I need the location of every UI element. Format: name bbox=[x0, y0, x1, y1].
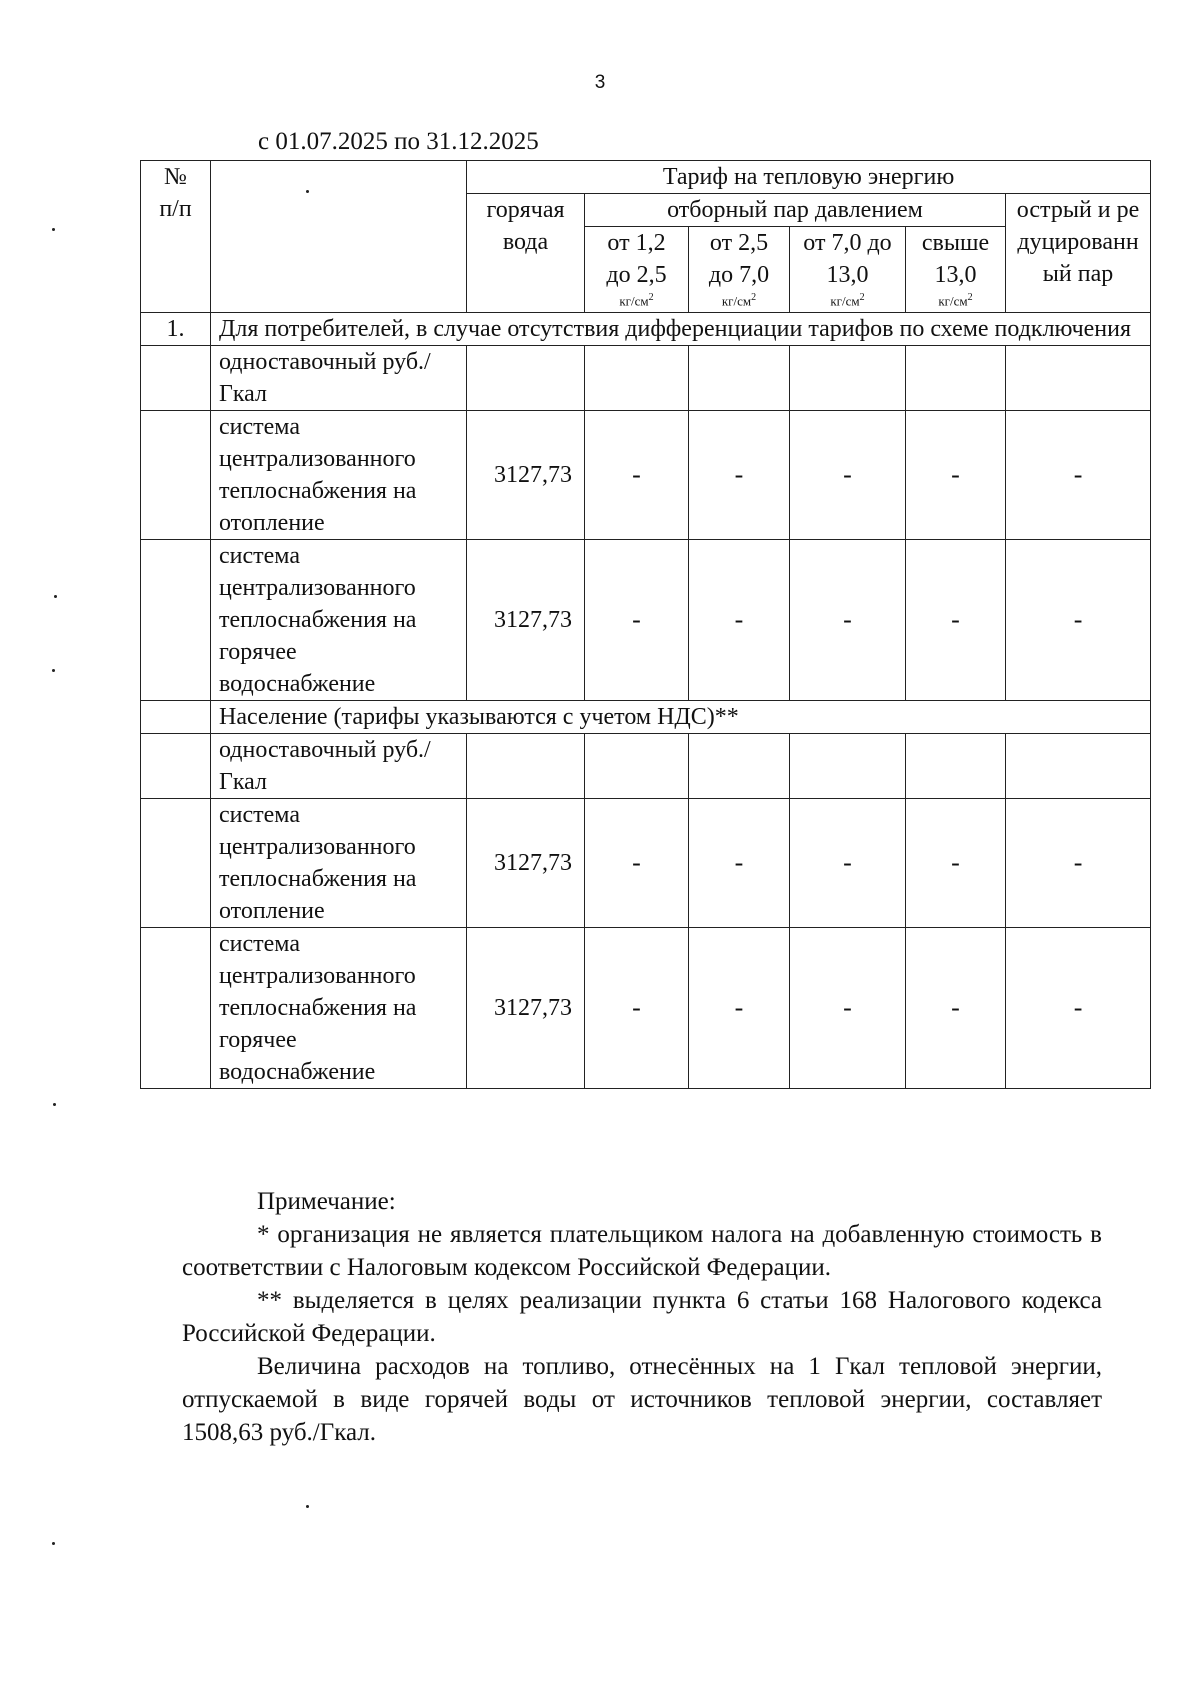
section2-title: Население (тарифы указываются с учетом НДС)** bbox=[211, 701, 1151, 734]
pressure-header-2: от 2,5 до 7,0 $кг/см^2$ bbox=[689, 227, 790, 313]
scan-speck bbox=[306, 190, 309, 193]
table-row bbox=[141, 540, 1151, 701]
hot-water-value: 3127,73 bbox=[467, 411, 585, 540]
hot-water-header: горячая вода bbox=[467, 194, 585, 313]
acute-value: - bbox=[1006, 799, 1151, 928]
scan-speck bbox=[54, 595, 57, 598]
page-number: 3 bbox=[594, 72, 606, 93]
p4-value: - bbox=[906, 928, 1006, 1089]
extraction-steam-header: отборный пар давлением bbox=[585, 194, 1006, 227]
header-row-1 bbox=[141, 161, 1151, 194]
note-2: ** выделяется в целях реализации пункта 6 статьи 168 Налогового кодекса Российской Федерации. bbox=[182, 1287, 1102, 1347]
tariff-group-header: Тариф на тепловую энергию bbox=[467, 161, 1151, 194]
row-label: система централизованного теплоснабжения на горячее водоснабжение bbox=[211, 540, 467, 701]
p2-value: - bbox=[689, 411, 790, 540]
scan-speck bbox=[52, 1542, 55, 1545]
note-1: * организация не является плательщиком налога на добавленную стоимость в соответствии с Налоговым кодексом Российской Федерации. bbox=[182, 1221, 1102, 1281]
p3-value: - bbox=[790, 799, 906, 928]
table-row bbox=[141, 928, 1151, 1089]
p2-value: - bbox=[689, 799, 790, 928]
pressure-header-4: свыше 13,0 $кг/см^2$ bbox=[906, 227, 1006, 313]
row-label: система централизованного теплоснабжения на горячее водоснабжение bbox=[211, 928, 467, 1089]
table-row bbox=[141, 411, 1151, 540]
p1-value: - bbox=[585, 799, 689, 928]
pressure-header-3: от 7,0 до 13,0 $кг/см^2$ bbox=[790, 227, 906, 313]
pressure-header-1: от 1,2 до 2,5 $кг/см^2$ bbox=[585, 227, 689, 313]
acute-value: - bbox=[1006, 928, 1151, 1089]
p3-value: - bbox=[790, 411, 906, 540]
section2-rate-row bbox=[141, 734, 1151, 799]
p1-value: - bbox=[585, 540, 689, 701]
section2-title-row bbox=[141, 701, 1151, 734]
p1-value: - bbox=[585, 411, 689, 540]
acute-value: - bbox=[1006, 411, 1151, 540]
table-row bbox=[141, 799, 1151, 928]
section1-number: 1. bbox=[141, 313, 211, 346]
section1-rate-row bbox=[141, 346, 1151, 411]
p3-value: - bbox=[790, 540, 906, 701]
row-label: система централизованного теплоснабжения на отопление bbox=[211, 411, 467, 540]
acute-value: - bbox=[1006, 540, 1151, 701]
p4-value: - bbox=[906, 540, 1006, 701]
tariff-table bbox=[140, 160, 1151, 1089]
number-header: № п/п bbox=[141, 161, 211, 313]
fuel-cost-note: Величина расходов на топливо, отнесённых на 1 Гкал тепловой энергии, отпускаемой в виде горячей воды от источников тепловой энергии, составляет 1508,63 руб./Гкал. bbox=[182, 1353, 1102, 1446]
label-header bbox=[211, 161, 467, 313]
notes bbox=[182, 1185, 1102, 1449]
p3-value: - bbox=[790, 928, 906, 1089]
row-label: система централизованного теплоснабжения на отопление bbox=[211, 799, 467, 928]
p2-value: - bbox=[689, 540, 790, 701]
section2-rate-label: одноставочный руб./Гкал bbox=[211, 734, 467, 799]
scan-speck bbox=[52, 669, 55, 672]
hot-water-value: 3127,73 bbox=[467, 799, 585, 928]
p4-value: - bbox=[906, 411, 1006, 540]
p2-value: - bbox=[689, 928, 790, 1089]
p4-value: - bbox=[906, 799, 1006, 928]
p1-value: - bbox=[585, 928, 689, 1089]
acute-steam-header: острый и редуцированный пар bbox=[1006, 194, 1151, 313]
section1-title: Для потребителей, в случае отсутствия дифференциации тарифов по схеме подключения bbox=[211, 313, 1151, 346]
hot-water-value: 3127,73 bbox=[467, 928, 585, 1089]
scan-speck bbox=[52, 228, 55, 231]
scan-speck bbox=[306, 1505, 309, 1508]
section1-rate-label: одноставочный руб./Гкал bbox=[211, 346, 467, 411]
section1-title-row bbox=[141, 313, 1151, 346]
period-label: с 01.07.2025 по 31.12.2025 bbox=[258, 128, 539, 155]
scan-speck bbox=[53, 1103, 56, 1106]
notes-title: Примечание: bbox=[257, 1188, 396, 1215]
hot-water-value: 3127,73 bbox=[467, 540, 585, 701]
